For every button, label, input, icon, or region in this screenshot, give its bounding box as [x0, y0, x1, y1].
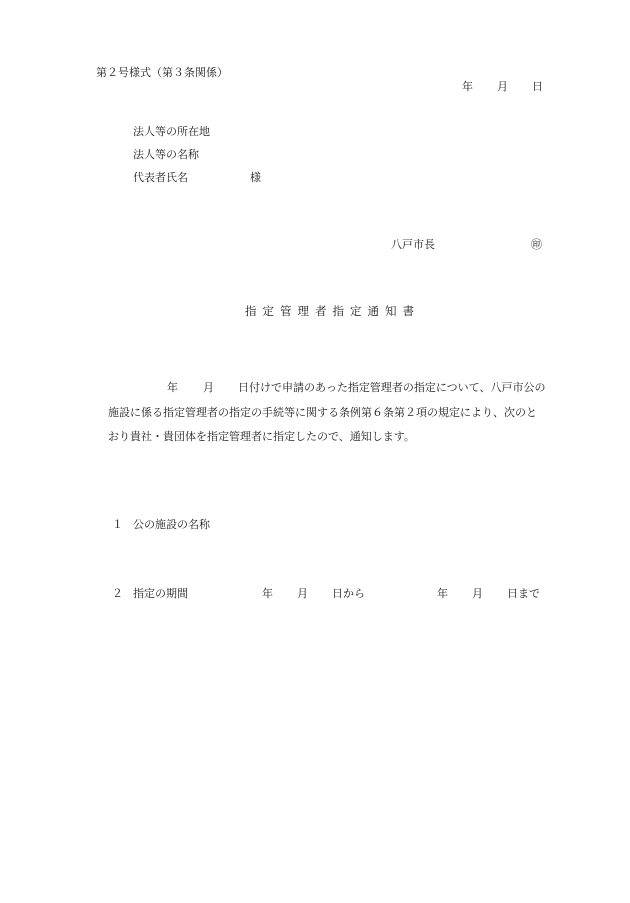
recipient-representative-label: 代表者氏名: [133, 171, 188, 184]
sender-title: 八戸市長: [391, 238, 435, 251]
date-day-label: 日: [532, 80, 543, 93]
period-end-month: 月: [472, 587, 483, 600]
recipient-address-label: 法人等の所在地: [133, 125, 210, 138]
period-start-month: 月: [297, 587, 308, 600]
item-label: 指定の期間: [133, 587, 188, 600]
form-label: 第２号様式（第３条関係）: [96, 66, 228, 79]
body-line1-year: 年: [167, 381, 178, 394]
period-start-day: 日から: [332, 587, 365, 600]
period-end-year: 年: [437, 587, 448, 600]
date-year-label: 年: [462, 80, 473, 93]
body-line1-text: 日付けで申請のあった指定管理者の指定について、八戸市公の: [238, 381, 546, 394]
recipient-name-label: 法人等の名称: [133, 148, 199, 161]
body-line2: 施設に係る指定管理者の指定の手続等に関する条例第６条第２項の規定により、次のと: [108, 406, 537, 419]
item-label: 公の施設の名称: [133, 518, 210, 531]
period-start-year: 年: [262, 587, 273, 600]
sender-seal: ㊞: [531, 238, 542, 251]
item-number: ２: [112, 587, 123, 600]
recipient-honorific: 様: [250, 171, 261, 184]
document-title: 指定管理者指定通知書: [245, 304, 420, 318]
item-number: １: [112, 518, 123, 531]
period-end-day: 日まで: [507, 587, 540, 600]
body-line1-month: 月: [203, 381, 214, 394]
body-line3: おり貴社・貴団体を指定管理者に指定したので、通知します。: [108, 430, 415, 443]
date-month-label: 月: [497, 80, 508, 93]
